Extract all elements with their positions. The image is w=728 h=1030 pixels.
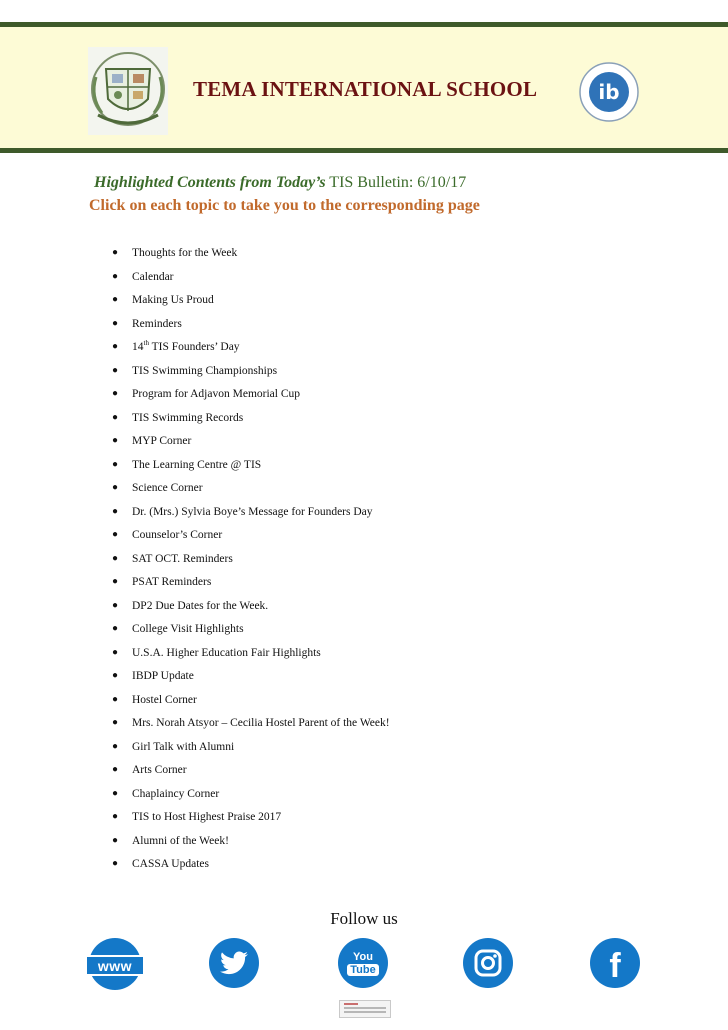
bullet-icon: ● [112,787,119,799]
topic-label: IBDP Update [132,670,194,682]
topic-link[interactable] [0,455,390,479]
topic-link[interactable] [0,737,390,761]
bullet-icon: ● [112,505,119,517]
topic-link[interactable] [0,643,390,667]
topic-label: SAT OCT. Reminders [132,552,233,565]
topic-link[interactable] [0,713,390,737]
topic-label: Chaplaincy Corner [132,787,220,800]
topic-link[interactable] [0,854,390,878]
bulletin-headline [94,174,466,192]
topic-list [0,243,390,878]
topic-link[interactable] [0,267,390,291]
bullet-icon: ● [112,341,119,352]
ib-logo-text: ib [598,80,620,104]
topic-link[interactable] [0,549,390,573]
topic-label-number: 14 [132,341,144,353]
topic-link[interactable] [0,290,390,314]
bullet-icon: ● [112,482,119,493]
topic-link[interactable] [0,361,390,385]
topic-label: Hostel Corner [132,693,197,706]
instagram-icon[interactable] [463,938,513,988]
bullet-icon: ● [112,740,119,752]
topic-label: TIS Swimming Championships [132,364,278,377]
topic-link[interactable] [0,666,390,690]
twitter-bird-icon [220,951,248,975]
headline-date: TIS Bulletin: 6/10/17 [325,174,467,191]
topic-label: Alumni of the Week! [132,834,229,847]
topic-link[interactable] [0,760,390,784]
topic-label: Counselor’s Corner [132,529,223,541]
topic-link[interactable] [0,596,390,620]
topic-link[interactable] [0,831,390,855]
topic-link[interactable] [0,337,390,361]
youtube-icon[interactable] [338,938,388,988]
bullet-icon: ● [112,435,119,446]
bullet-icon: ● [112,834,119,846]
topic-label: Reminders [132,317,182,330]
bullet-icon: ● [112,411,119,423]
topic-label: Science Corner [132,482,203,494]
topic-label-ordinal: th [143,339,149,348]
bullet-icon: ● [112,247,119,258]
topic-label: TIS to Host Highest Praise 2017 [132,811,282,823]
social-links [0,938,728,990]
bullet-icon: ● [112,552,119,564]
topic-link[interactable] [0,502,390,526]
www-label: www [87,955,143,976]
bullet-icon: ● [112,529,119,540]
topic-label: U.S.A. Higher Education Fair Highlights [132,646,321,659]
topic-label: Thoughts for the Week [132,247,238,259]
topic-link[interactable] [0,572,390,596]
topic-label: CASSA Updates [132,858,209,870]
bullet-icon: ● [112,858,119,869]
bullet-icon: ● [112,294,119,305]
bullet-icon: ● [112,364,119,376]
topic-label: MYP Corner [132,435,192,447]
bullet-icon: ● [112,717,119,728]
topic-label: Arts Corner [132,764,187,776]
topic-link[interactable] [0,384,390,408]
bullet-icon: ● [112,764,119,775]
topic-label: Making Us Proud [132,294,214,306]
ib-logo [578,61,640,123]
twitter-icon[interactable] [209,938,259,988]
topic-label: Program for Adjavon Memorial Cup [132,388,301,400]
instagram-camera-icon [474,949,502,977]
headline-italic: Highlighted Contents from Today’s [94,174,326,191]
youtube-you: You [353,950,373,963]
topic-link[interactable] [0,243,390,267]
topic-label: College Visit Highlights [132,623,244,635]
school-crest-logo [88,47,168,135]
follow-us-title: Follow us [330,909,398,928]
bullet-icon: ● [112,576,119,587]
instruction-text: Click on each topic to take you to the corresponding page [89,197,480,214]
bullet-icon: ● [112,693,119,705]
topic-label: The Learning Centre @ TIS [132,458,262,471]
bullet-icon: ● [112,646,119,658]
topic-label: PSAT Reminders [132,576,212,588]
bullet-icon: ● [112,317,119,329]
topic-label: DP2 Due Dates for the Week. [132,599,269,612]
topic-link[interactable] [0,784,390,808]
globe-icon[interactable] [89,938,141,990]
bullet-icon: ● [112,599,119,611]
topic-link[interactable] [0,478,390,502]
topic-label: TIS Founders’ Day [148,341,240,353]
footer-stamp-logo [339,1000,391,1018]
bullet-icon: ● [112,458,119,470]
topic-link[interactable] [0,690,390,714]
topic-link[interactable] [0,807,390,831]
topic-link[interactable] [0,408,390,432]
topic-label: Calendar [132,270,174,283]
bullet-icon: ● [112,388,119,399]
topic-label: Girl Talk with Alumni [132,740,235,753]
bullet-icon: ● [112,270,119,282]
bullet-icon: ● [112,811,119,822]
bullet-icon: ● [112,670,119,681]
youtube-tube: Tube [347,964,378,976]
topic-link[interactable] [0,431,390,455]
bullet-icon: ● [112,623,119,634]
topic-link[interactable] [0,525,390,549]
header-band [0,22,728,153]
topic-link[interactable] [0,314,390,338]
topic-label: TIS Swimming Records [132,411,244,424]
topic-label: Dr. (Mrs.) Sylvia Boye’s Message for Founders Day [132,505,373,518]
facebook-letter: f [609,946,621,985]
school-name: TEMA INTERNATIONAL SCHOOL [193,77,538,101]
facebook-icon[interactable] [590,938,640,988]
topic-link[interactable] [0,619,390,643]
topic-label: Mrs. Norah Atsyor – Cecilia Hostel Parent of the Week! [132,717,390,729]
